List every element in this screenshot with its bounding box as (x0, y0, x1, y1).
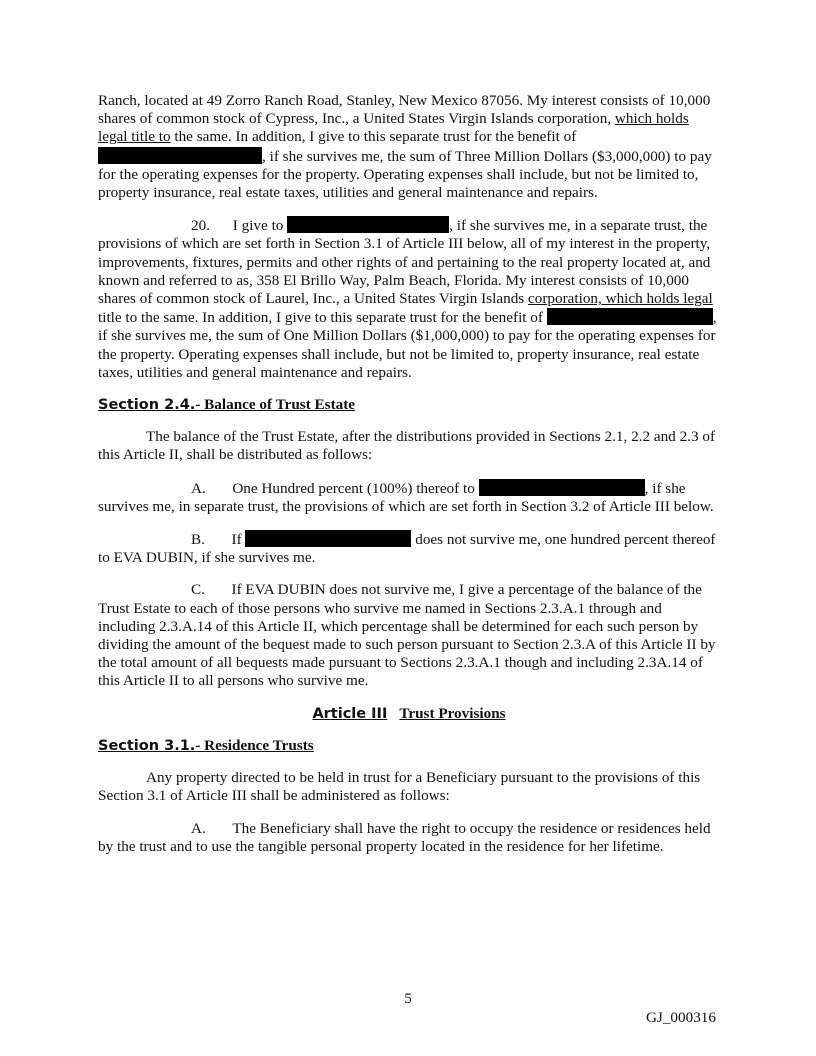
paragraph-20 (98, 216, 720, 382)
paragraph-a (98, 479, 720, 516)
section-3-1-heading (98, 737, 720, 755)
redaction-box (98, 147, 262, 164)
article-number: Article III (312, 705, 388, 722)
document-body (98, 92, 720, 870)
text-run: the same. In addition, I give to this separate trust for the benefit of (170, 128, 577, 146)
underlined-text: corporation, which holds legal (528, 290, 713, 308)
text-run: does not survive me, one hundred percent thereof to EVA DUBIN, if she survives me. (98, 531, 716, 567)
underlined-text: which holds legal title to (98, 110, 689, 146)
text-run: , if she survives me, the sum of One Million Dollars ($1,000,000) to pay for the operating expenses for the property. Operating expenses shall include, but not be limited to, property insurance, real estate taxes, utilities and general maintenance and repairs. (98, 309, 717, 381)
paragraph-any-property: Any property directed to be held in trust for a Beneficiary pursuant to the provisions of this Section 3.1 of Article III shall be administered as follows: (98, 769, 701, 805)
redaction-box (547, 308, 713, 325)
page-number: 5 (404, 990, 412, 1007)
text-run: A. One Hundred percent (100%) thereof to (191, 479, 479, 497)
redaction-box (245, 530, 411, 547)
text-run: 20. I give to (191, 217, 288, 235)
redaction-box (479, 479, 645, 496)
article-title: Trust Provisions (399, 704, 506, 722)
text-run: , if she survives me, the sum of Three Million Dollars ($3,000,000) to pay for the operating expenses for the property. Operating expenses shall include, but not be limited to, property insurance, real estate taxes, utilities and general maintenance and repairs. (98, 147, 712, 202)
text-run: , if she survives me, in a separate trust, the provisions of which are set forth in Section 3.1 of Article III below, all of my interest in the property, improvements, fixtures, permits and other rights of and pertaining to the real property located at, and known and referred to as, 358 El Brillo Way, Palm Beach, Florida. My interest consists of 10,000 shares of common stock of Laurel, Inc., a United States Virgin Islands (98, 217, 711, 308)
text-run: B. If (191, 531, 246, 549)
bates-number: GJ_000316 (645, 1009, 716, 1026)
paragraph-c: C. If EVA DUBIN does not survive me, I give a percentage of the balance of the Trust Estate to each of those persons who survive me named in Sections 2.3.A.1 through and including 2.3.A.14 of this Article II, which percentage shall be determined for each such person by dividing the amount of the bequest made to such person pursuant to Section 2.3.A of this Article II by the total amount of all bequests made pursuant to Sections 2.3.A.1 though and including 2.3A.14 of this Article II to all persons who survive me. (98, 581, 716, 690)
text-run: title to the same. In addition, I give to this separate trust for the benefit of (98, 309, 547, 327)
section-number: Section 3.1. (98, 737, 196, 754)
redaction-box (287, 216, 449, 233)
text-run: Ranch, located at 49 Zorro Ranch Road, Stanley, New Mexico 87056. My interest consists of 10,000 shares of common stock of Cypress, Inc., a United States Virgin Islands corporation, (98, 92, 711, 128)
article-3-heading (98, 705, 720, 723)
section-title: - Balance of Trust Estate (195, 396, 356, 414)
paragraph-balance: The balance of the Trust Estate, after the distributions provided in Sections 2.1, 2.2 and 2.3 of this Article II, shall be distributed as follows: (98, 428, 716, 464)
section-number: Section 2.4. (98, 397, 196, 414)
paragraph-b (98, 530, 720, 567)
paragraph-continuation (98, 92, 720, 202)
text-run: , if she survives me, in separate trust, the provisions of which are set forth in Section 3.2 of Article III below. (98, 479, 714, 515)
paragraph-3-1-a: A. The Beneficiary shall have the right to occupy the residence or residences held by the trust and to use the tangible personal property located in the residence for her lifetime. (98, 819, 711, 855)
section-title: - Residence Trusts (195, 736, 314, 754)
section-2-4-heading (98, 396, 720, 414)
